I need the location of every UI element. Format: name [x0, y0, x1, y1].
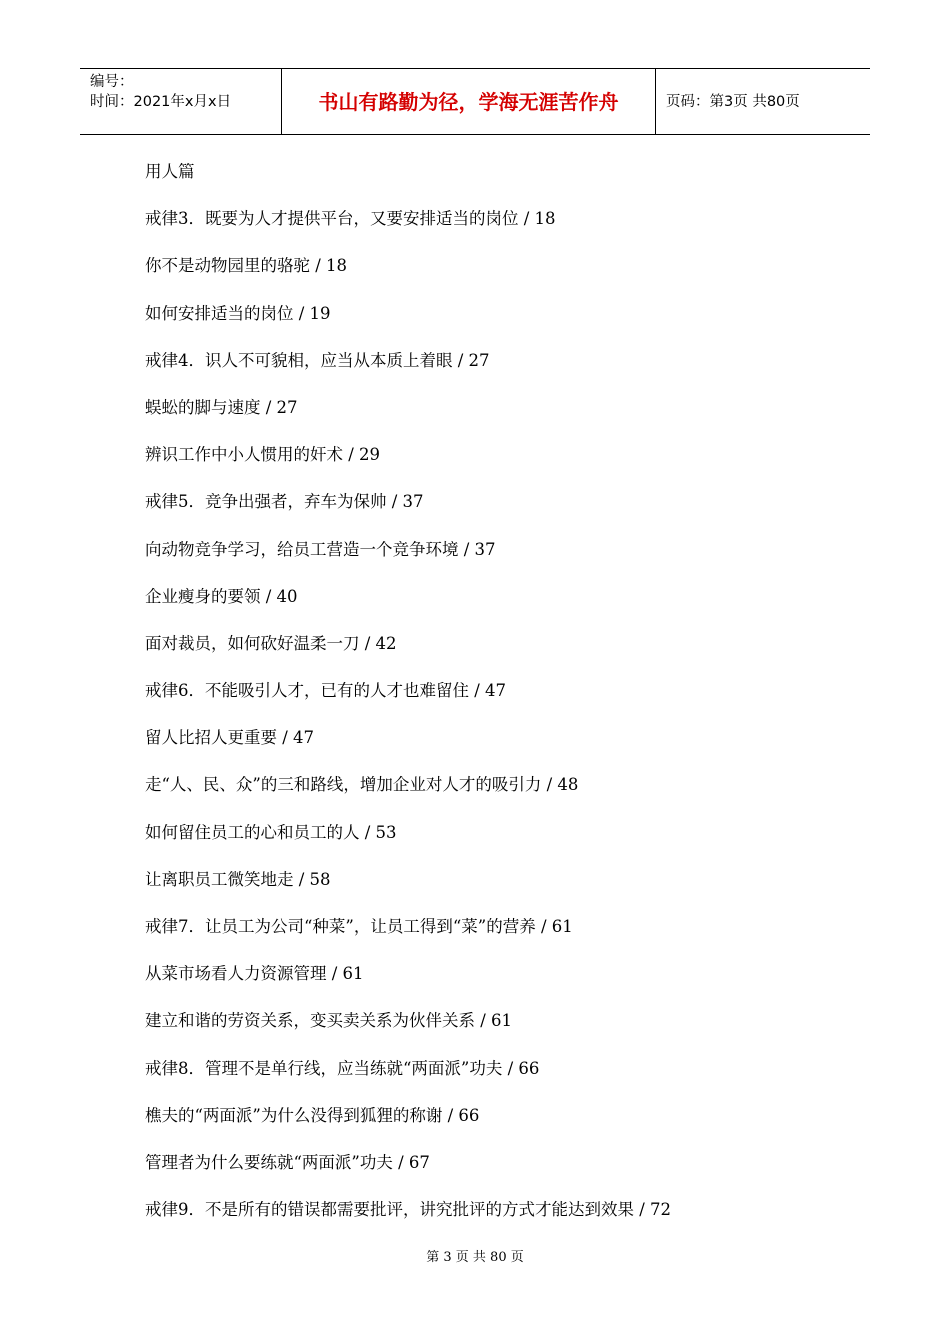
- toc-entry: 留人比招人更重要 / 47: [145, 728, 315, 748]
- toc-entry: 面对裁员，如何砍好温柔一刀 / 42: [145, 633, 397, 653]
- header-meta: [80, 69, 282, 134]
- toc-entry: 从菜市场看人力资源管理 / 61: [145, 964, 364, 984]
- toc-entry: 戒律3．既要为人才提供平台，又要安排适当的岗位 / 18: [145, 209, 556, 229]
- toc-entry: 戒律5．竞争出强者，弃车为保帅 / 37: [145, 492, 424, 512]
- page-header: [80, 68, 870, 135]
- toc-entry: 戒律4．识人不可貌相，应当从本质上着眼 / 27: [145, 350, 490, 370]
- toc-entry: 企业瘦身的要领 / 40: [145, 586, 298, 606]
- toc-entry: 建立和谐的劳资关系，变买卖关系为伙伴关系 / 61: [145, 1011, 513, 1031]
- toc-entry: 向动物竞争学习，给员工营造一个竞争环境 / 37: [145, 539, 496, 559]
- number-label: 编号：: [90, 74, 134, 90]
- toc-entry: 让离职员工微笑地走 / 58: [145, 869, 331, 889]
- toc-entry: 管理者为什么要练就“两面派”功夫 / 67: [145, 1152, 430, 1172]
- toc-entry: 樵夫的“两面派”为什么没得到狐狸的称谢 / 66: [145, 1105, 480, 1125]
- toc-entry: 你不是动物园里的骆驼 / 18: [145, 256, 348, 276]
- toc-content: [145, 159, 671, 1244]
- toc-entry: 走“人、民、众”的三和路线，增加企业对人才的吸引力 / 48: [145, 775, 579, 795]
- section-title: 用人篇: [145, 162, 195, 181]
- toc-entry: 如何安排适当的岗位 / 19: [145, 303, 331, 323]
- toc-entry: 蜈蚣的脚与速度 / 27: [145, 397, 298, 417]
- toc-entry: 戒律8．管理不是单行线，应当练就“两面派”功夫 / 66: [145, 1058, 540, 1078]
- date-label: 时间：2021年x月x日: [90, 94, 232, 110]
- page-footer: 第 3 页 共 80 页: [426, 1250, 524, 1265]
- header-motto: 书山有路勤为径，学海无涯苦作舟: [282, 69, 656, 134]
- toc-entry: 辨识工作中小人惯用的奸术 / 29: [145, 445, 381, 465]
- header-page-info: 页码：第3页 共80页: [666, 94, 800, 110]
- toc-entry: 如何留住员工的心和员工的人 / 53: [145, 822, 397, 842]
- toc-entry: 戒律7．让员工为公司“种菜”，让员工得到“菜”的营养 / 61: [145, 917, 573, 936]
- toc-entry: 戒律9．不是所有的错误都需要批评，讲究批评的方式才能达到效果 / 72: [145, 1200, 672, 1220]
- toc-entry: 戒律6．不能吸引人才，已有的人才也难留住 / 47: [145, 681, 507, 701]
